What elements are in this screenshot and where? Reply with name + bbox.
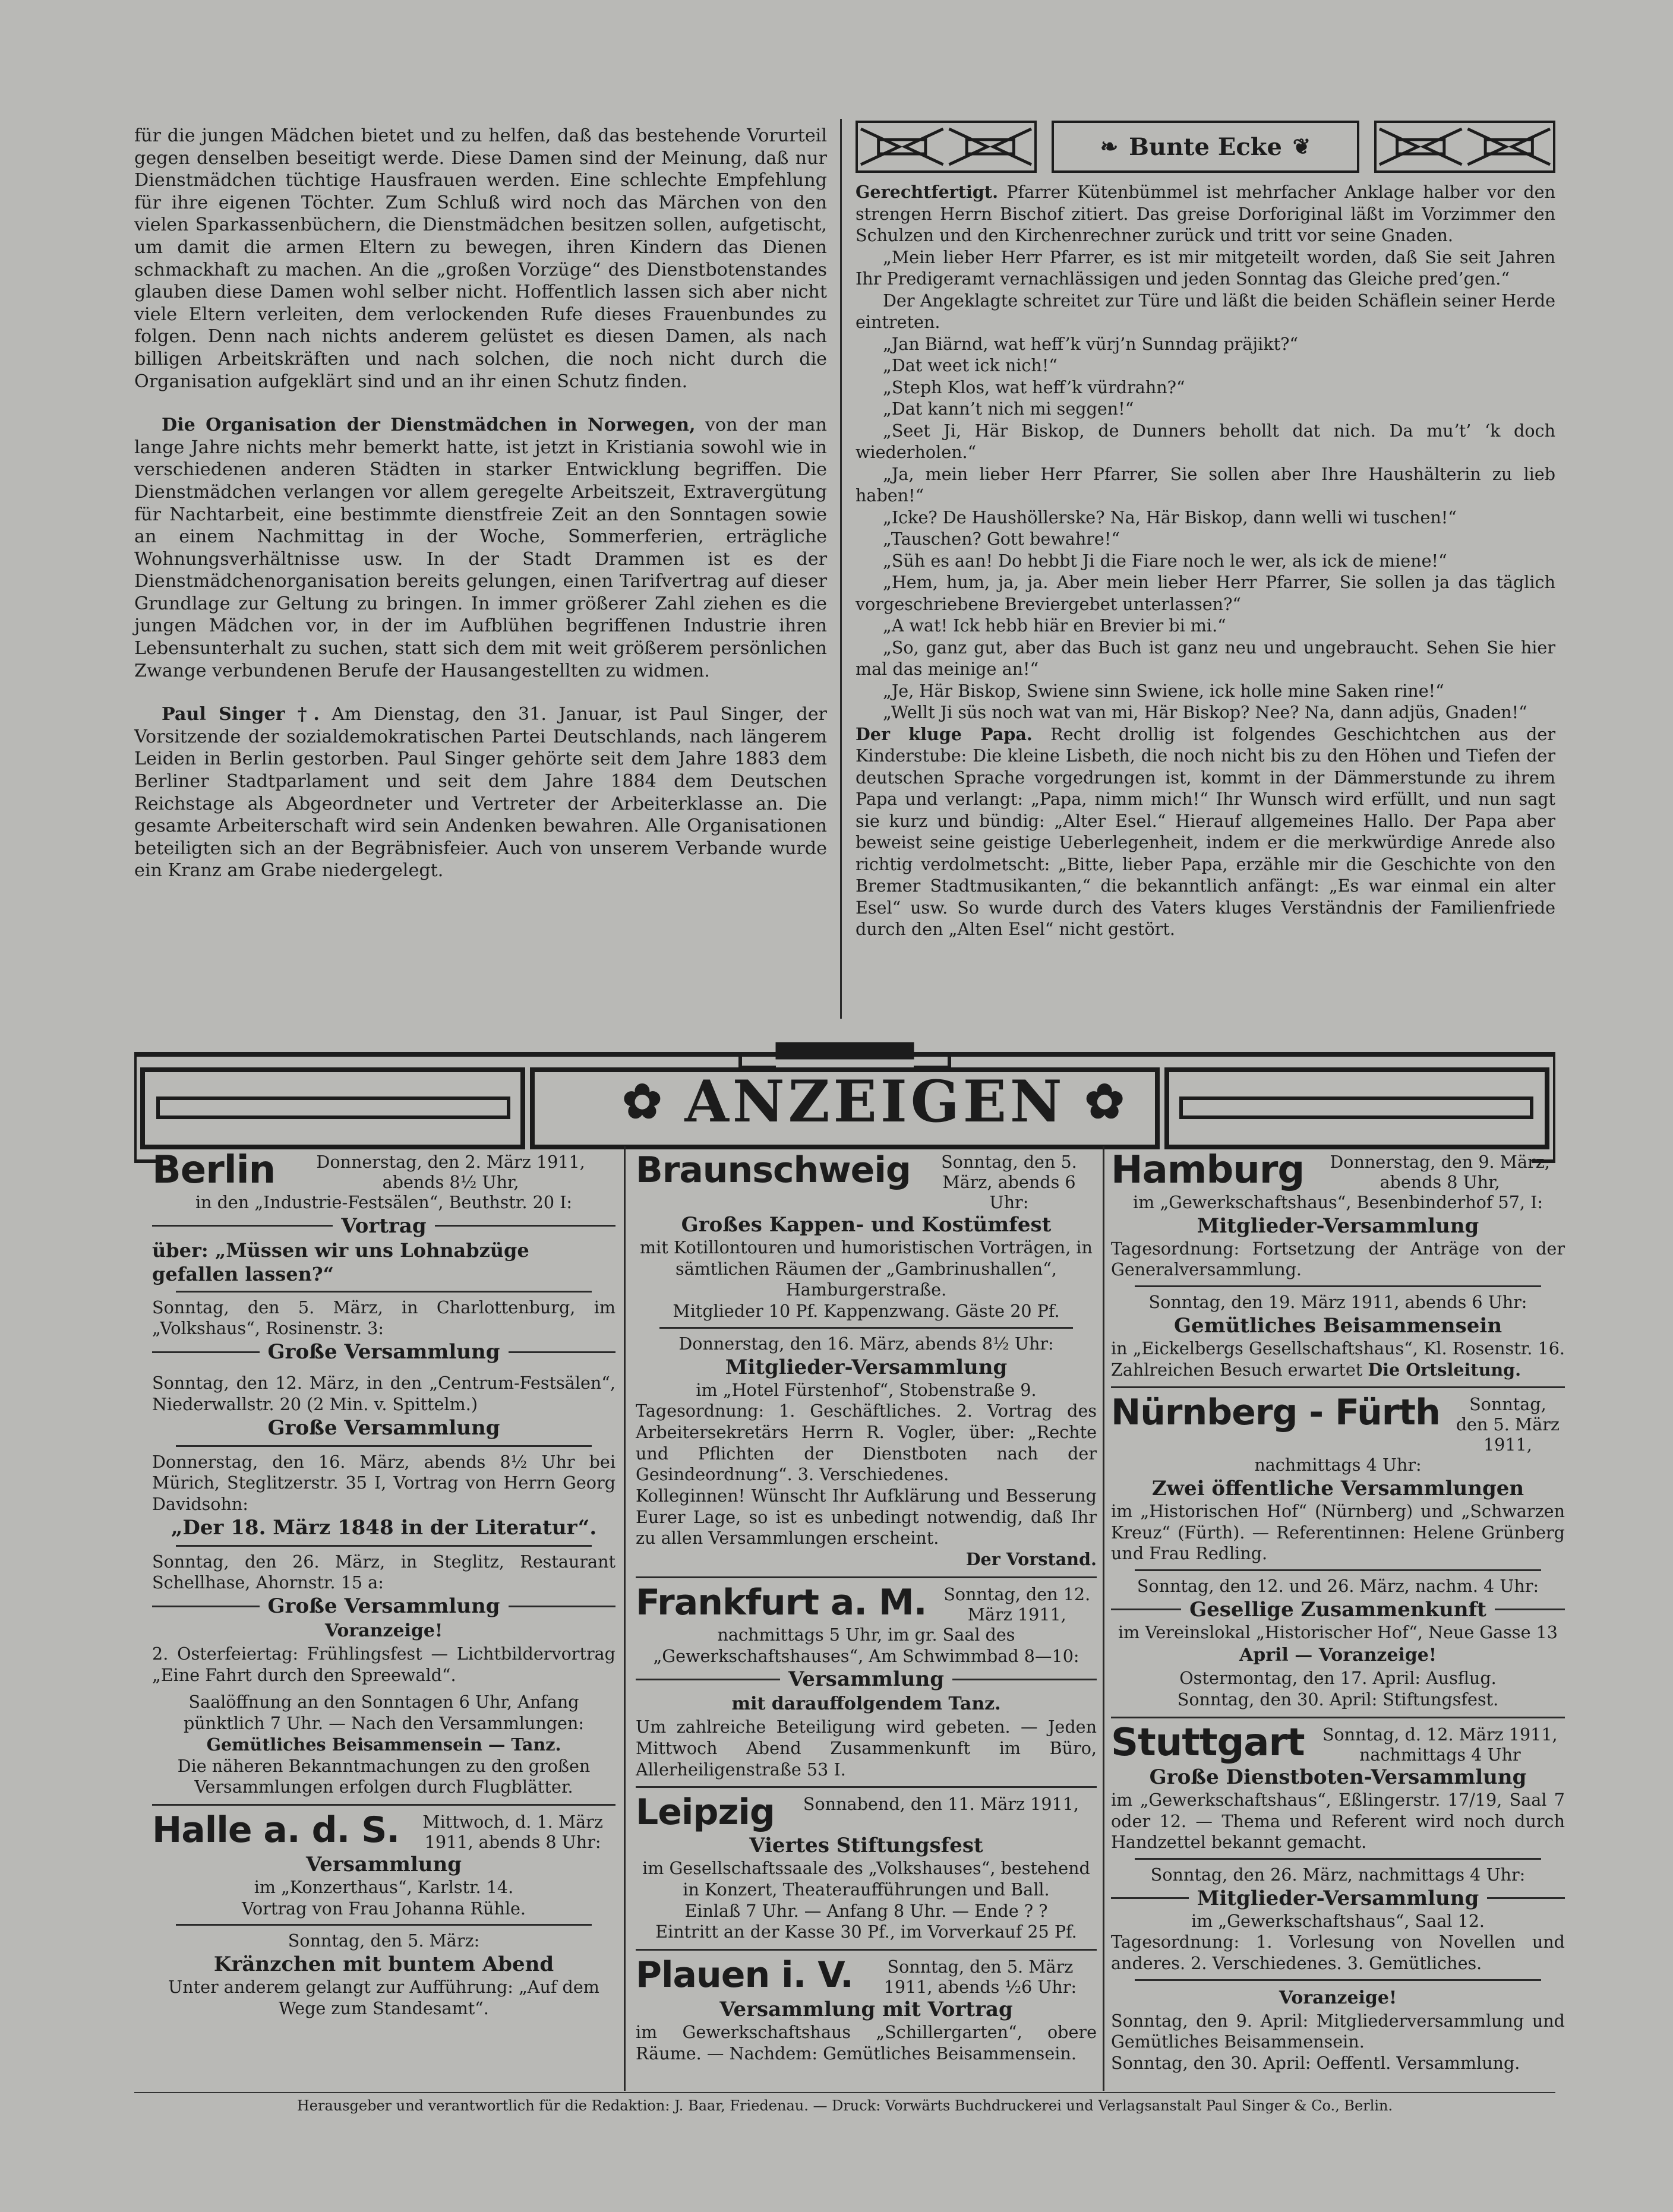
ad-heading-row: [636, 1667, 1097, 1692]
ad-text: im „Gewerkschaftshaus“, Eßlingerstr. 17/19, Saal 7 oder 12. — Thema und Referent wird noch durch Handzettel bekannt gemacht.: [1111, 1789, 1565, 1853]
ad-heading: Großes Kappen- und Kostümfest: [681, 1213, 1052, 1237]
ornament-icon: [1374, 121, 1555, 173]
ad-text: Einlaß 7 Uhr. — Anfang 8 Uhr. — Ende ? ?: [684, 1900, 1048, 1921]
footer-divider: [134, 2092, 1555, 2093]
ad-heading: Gemütliches Beisammensein: [1173, 1313, 1502, 1338]
ad-heading: Voranzeige!: [1279, 1987, 1397, 2008]
ad-text: Tagesordnung: 1. Geschäftliches. 2. Vortrag des Arbeitersekretärs Herrn R. Vogler, über: „Rechte und Pflichten der Dienstboten nach der Gesindeordnung“. 3. Verschiedenes.: [636, 1401, 1097, 1485]
ad-date: Sonntag, den 5. März 1911, abends ½6 Uhr:: [883, 1957, 1077, 1998]
ad-heading: Versammlung: [305, 1852, 462, 1876]
dialog-line: „Dat kann’t nich mi seggen!“: [883, 399, 1134, 419]
ad-city: Braunschweig: [636, 1149, 911, 1191]
story-text: Recht drollig ist folgendes Geschichtchen aus der Kinderstube: Die kleine Lisbeth, die noch nicht bis zu den Höhen und Tiefen der deutschen Sprache vorgedrungen ist, kommt in der Dämmerstunde zu ihrem Papa und verlangt: „Papa, nimm mich!“ Ihr Wunsch wird erfüllt, und nun sagt sie kurz und bündig: „Alter Esel.“ Hierauf allgemeines Hallo. Der Papa aber beweist seine geistige Ueberlegenheit, indem er die merkwürdige Anrede also richtig verdolmetscht: „Bitte, lieber Papa, erzähle mir die Geschichte von den Bremer Stadtmusikanten,“ die bekanntlich anfängt: „Es war einmal ein alter Esel“ usw. So wurde durch des Vaters kluges Verständnis der Familienfriede durch den „Alten Esel“ nicht gestört.: [856, 723, 1555, 939]
ad-nuernberg: [1111, 1386, 1565, 1711]
ad-heading: Zwei öffentliche Versammlungen: [1151, 1476, 1524, 1500]
ad-text: in den „Industrie-Festsälen“, Beuthstr. 20 I:: [195, 1192, 573, 1212]
ad-text: im „Gewerkschaftshaus“, Besenbinderhof 57, I:: [1132, 1192, 1543, 1212]
ad-heading-row: [152, 1339, 615, 1364]
dialog-line: „Hem, hum, ja, ja. Aber mein lieber Herr Pfarrer, Sie sollen ja das täglich vorgeschriebene Breviergebet unterlassen?“: [856, 572, 1555, 614]
article-heading: Die Organisation der Dienstmädchen in Norwegen,: [162, 415, 696, 436]
ad-city: Frankfurt a. M.: [636, 1581, 927, 1623]
ad-city: Halle a. d. S.: [152, 1809, 400, 1851]
flower-icon: ❦: [1292, 134, 1311, 159]
ad-text: im „Hotel Fürstenhof“, Stobenstraße 9.: [696, 1379, 1037, 1400]
ad-heading: mit darauffolgendem Tanz.: [731, 1693, 1001, 1715]
ad-text: im „Historischen Hof“ (Nürnberg) und „Schwarzen Kreuz“ (Fürth). — Referentinnen: Helene Grünberg und Frau Redling.: [1111, 1500, 1565, 1564]
article-paragraph: [134, 414, 827, 682]
ad-text: Sonntag, den 12. und 26. März, nachm. 4 Uhr:: [1137, 1576, 1539, 1597]
ad-berlin: [152, 1149, 615, 1798]
bunte-ecke-header: [856, 116, 1555, 178]
ad-text: Sonntag, den 19. März 1911, abends 6 Uhr:: [1148, 1292, 1527, 1313]
flower-icon: ❧: [1100, 134, 1119, 159]
ad-text: nachmittags 5 Uhr, im gr. Saal des „Gewerkschaftshauses“, Am Schwimmbad 8—10:: [653, 1624, 1079, 1666]
dialog-line: „Icke? De Haushöllerske? Na, Här Biskop, dann welli wi tuschen!“: [883, 507, 1457, 527]
column-divider: [840, 119, 842, 1019]
ad-hamburg: [1111, 1149, 1565, 1380]
dialog-line: „Je, Här Biskop, Swiene sinn Swiene, ick holle mine Saken rine!“: [883, 680, 1444, 701]
ad-date: Sonnabend, den 11. März 1911,: [803, 1794, 1079, 1815]
ad-heading: Große Versammlung: [267, 1340, 500, 1364]
ad-divider: [176, 1545, 592, 1547]
bunte-ecke-title: Bunte Ecke: [1129, 132, 1282, 161]
ad-text: Um zahlreiche Beteiligung wird gebeten. — Jeden Mittwoch Abend Zusammenkunft im Büro, Allerheiligenstraße 53 I.: [636, 1717, 1097, 1780]
ad-divider: [659, 1327, 1073, 1329]
ad-text: Unter anderem gelangt zur Aufführung: „Auf dem Wege zum Standesamt“.: [168, 1977, 599, 2018]
ad-heading: Mitglieder-Versammlung: [1197, 1214, 1479, 1238]
ad-column-left: [152, 1149, 615, 2019]
ad-column-middle: [636, 1149, 1097, 2065]
ad-text: Sonntag, den 30. April: Stiftungsfest.: [1177, 1689, 1499, 1710]
ad-text: Kolleginnen! Wünscht Ihr Aufklärung und Besserung Eurer Lage, so ist es unbedingt notwendig, daß Ihr zu allen Versammlungen erscheint.: [636, 1486, 1097, 1549]
ad-text: im „Gewerkschaftshaus“, Saal 12.: [1191, 1910, 1485, 1931]
ad-date: Sonntag, den 5. März 1911,: [1456, 1394, 1560, 1455]
ad-text: Eintritt an der Kasse 30 Pf., im Vorverkauf 25 Pf.: [655, 1922, 1077, 1942]
dialog-line: „A wat! Ick hebb hiär en Brevier bi mi.“: [883, 615, 1226, 636]
ad-city: Hamburg: [1111, 1148, 1305, 1192]
ad-heading: Vortrag: [341, 1214, 427, 1238]
dialog-line: „Seet Ji, Här Biskop, de Dunners behollt dat nich. Da muʼt’ ‘k doch wiederholen.“: [856, 420, 1555, 462]
ad-text: Donnerstag, den 16. März, abends 8½ Uhr:: [678, 1333, 1054, 1354]
ad-divider: [1135, 1858, 1541, 1860]
ad-text: mit Kotillontouren und humoristischen Vorträgen, in sämtlichen Räumen der „Gambrinushallen“, Hamburgerstraße.: [640, 1237, 1093, 1300]
ad-text: Sonntag, den 26. März, nachmittags 4 Uhr:: [1150, 1864, 1526, 1885]
dialog-line: „Dat weet ick nich!“: [883, 355, 1058, 375]
ad-heading: Versammlung mit Vortrag: [719, 1998, 1013, 2022]
flower-icon: ✿: [622, 1073, 666, 1129]
ad-text: 2. Osterfeiertag: Frühlingsfest — Lichtbildervortrag „Eine Fahrt durch den Spreewald“.: [152, 1644, 615, 1685]
anzeigen-title: ANZEIGEN: [684, 1067, 1066, 1135]
ad-heading: April — Voranzeige!: [1239, 1645, 1437, 1666]
ad-heading: „Der 18. März 1848 in der Literatur“.: [171, 1515, 597, 1540]
ad-divider: [176, 1445, 592, 1447]
ad-text-part: in „Eickelbergs Gesellschaftshaus“, Kl. Rosenstr. 16. Zahlreichen Besuch erwartet: [1111, 1338, 1565, 1380]
ad-date: Sonntag, d. 12. März 1911, nachmittags 4 Uhr: [1322, 1724, 1558, 1765]
story-paragraph: [856, 181, 1555, 247]
ad-date: Mittwoch, d. 1. März 1911, abends 8 Uhr:: [422, 1811, 603, 1852]
ad-date: Sonntag, den 5. März, abends 6 Uhr:: [941, 1152, 1077, 1212]
ad-heading-row: [1111, 1597, 1565, 1622]
ad-column-right: [1111, 1149, 1565, 2074]
ad-text: Sonntag, den 5. März:: [288, 1930, 480, 1951]
ad-heading-row: [1111, 1886, 1565, 1911]
ad-leipzig: [636, 1786, 1097, 1943]
ad-divider: [176, 1291, 592, 1293]
article-column-left: [134, 125, 827, 882]
ad-text: Die näheren Bekanntmachungen zu den großen Versammlungen erfolgen durch Flugblätter.: [177, 1755, 591, 1797]
ad-signature: Der Vorstand.: [965, 1549, 1097, 1570]
ad-heading: Große Versammlung: [267, 1415, 500, 1440]
dialog-line: „Wellt Ji süs noch wat van mi, Här Biskop? Nee? Na, dann adjüs, Gnaden!“: [883, 702, 1527, 722]
ad-date: Sonntag, den 12. März 1911,: [943, 1584, 1091, 1625]
ad-divider: [1135, 1285, 1541, 1287]
bunte-ecke-title-box: [1052, 121, 1359, 173]
dialog-line: „Süh es aan! Do hebbt Ji die Fiare noch le wer, als ick de miene!“: [883, 550, 1447, 571]
ad-divider: [1135, 1569, 1541, 1571]
ad-text: Sonntag, den 5. März, in Charlottenburg, im „Volkshaus“, Rosinenstr. 3:: [152, 1297, 615, 1339]
ad-text: im „Konzerthaus“, Karlstr. 14.: [254, 1876, 514, 1897]
ad-city: Stuttgart: [1111, 1720, 1305, 1765]
dialog-line: „Tauschen? Gott bewahre!“: [883, 529, 1120, 549]
story-paragraph: [856, 723, 1555, 940]
ad-halle: [152, 1804, 615, 2020]
ad-text: im Gewerkschaftshaus „Schillergarten“, obere Räume. — Nachdem: Gemütliches Beisammensein.: [636, 2022, 1097, 2064]
ad-text: Sonntag, den 9. April: Mitgliederversammlung und Gemütliches Beisammensein.: [1111, 2010, 1565, 2052]
ad-text: Donnerstag, den 16. März, abends 8½ Uhr bei Mürich, Steglitzerstr. 35 I, Vortrag von Herrn Georg Davidsohn:: [152, 1451, 615, 1514]
ad-text: Sonntag, den 30. April: Oeffentl. Versammlung.: [1111, 2053, 1520, 2074]
ad-heading: Voranzeige!: [324, 1620, 443, 1642]
ad-heading: Versammlung: [788, 1667, 945, 1692]
ad-text: Sonntag, den 12. März, in den „Centrum-Festsälen“, Niederwallstr. 20 (2 Min. v. Spittelm.): [152, 1373, 615, 1414]
ad-heading: über: „Müssen wir uns Lohnabzüge gefallen lassen?“: [152, 1238, 529, 1285]
article-heading: Paul Singer †.: [162, 704, 320, 725]
anzeigen-title-box: [531, 1066, 1220, 1136]
ad-heading: Mitglieder-Versammlung: [725, 1355, 1008, 1379]
ad-heading: Gesellige Zusammenkunft: [1189, 1597, 1486, 1622]
ad-date: Donnerstag, den 2. März 1911, abends 8½ Uhr,: [316, 1152, 585, 1192]
ad-text: [1111, 1338, 1565, 1380]
ad-frankfurt: [636, 1576, 1097, 1781]
bunte-ecke-column: [856, 181, 1555, 940]
ad-text: Mitglieder 10 Pf. Kappenzwang. Gäste 20 Pf.: [673, 1301, 1060, 1322]
story-heading: Der kluge Papa.: [856, 723, 1033, 744]
ad-city: Leipzig: [636, 1791, 775, 1834]
ad-column-divider: [624, 1146, 626, 2091]
ad-text: Tagesordnung: 1. Vorlesung von Novellen und anderes. 2. Verschiedenes. 3. Gemütliches.: [1111, 1932, 1565, 1974]
ad-city: Berlin: [152, 1148, 276, 1192]
ad-text: Ostermontag, den 17. April: Ausflug.: [1179, 1668, 1497, 1689]
ad-braunschweig: [636, 1149, 1097, 1570]
story-text: Pfarrer Kütenbümmel ist mehrfacher Anklage halber vor den strengen Herrn Bischof zitiert. Das greise Dorforiginal läßt im Vorzimmer den Schulzen und den Kirchenrechner zurück und tritt vor seine Gnaden.: [856, 182, 1555, 245]
ad-text: nachmittags 4 Uhr:: [1254, 1455, 1422, 1475]
imprint-footer: Herausgeber und verantwortlich für die Redaktion: J. Baar, Friedenau. — Druck: Vorwärts Buchdruckerei und Verlagsanstalt Paul Singer & Co., Berlin.: [296, 2097, 1393, 2114]
article-paragraph: [134, 703, 827, 882]
ad-city: Nürnberg - Fürth: [1111, 1392, 1440, 1434]
ad-divider: [1135, 1979, 1541, 1981]
ad-heading: Große Dienstboten-Versammlung: [1149, 1765, 1527, 1789]
ad-text: im Vereinslokal „Historischer Hof“, Neue Gasse 13: [1118, 1622, 1558, 1642]
ad-divider: [176, 1924, 592, 1926]
dialog-line: „Ja, mein lieber Herr Pfarrer, Sie sollen aber Ihre Haushälterin zu lieb haben!“: [856, 463, 1555, 505]
flower-icon: ✿: [1084, 1073, 1128, 1129]
article-text: Am Dienstag, den 31. Januar, ist Paul Singer, der Vorsitzende der sozialdemokratischen Partei Deutschlands, nach längerem Leiden in Berlin gestorben. Paul Singer gehörte seit dem Jahre 1883 dem Berliner Stadtparlament und seit dem Jahre 1884 dem Deutschen Reichstage als Abgeordneter und Vertreter der Arbeiterklasse an. Die gesamte Arbeiterschaft wird sein Andenken bewahren. Alle Organisationen beteiligten sich an der Begräbnisfeier. Auch von unserem Verbande wurde ein Kranz am Grabe niedergelegt.: [134, 704, 827, 881]
ad-text: Tagesordnung: Fortsetzung der Anträge von der Generalversammlung.: [1111, 1238, 1565, 1280]
ad-text: Saalöffnung an den Sonntagen 6 Uhr, Anfang pünktlich 7 Uhr. — Nach den Versammlungen:: [183, 1692, 585, 1734]
article-text: von der man lange Jahre nichts mehr bemerkt hatte, ist jetzt in Kristiania sowohl wie in verschiedenen anderen Städten in starker Entwicklung begriffen. Die Dienstmädchen verlangen vor allem geregelte Arbeitszeit, Extravergütung für Nachtarbeit, eine bestimmte dienstfreie Zeit an den Sonntagen sowie an einem Nachmittag in der Woche, Sommerferien, erträgliche Wohnungsverhältnisse usw. In der Stadt Drammen ist es der Dienstmädchenorganisation bereits gelungen, einen Tarifvertrag auf dieser Grundlage zur Geltung zu bringen. In immer größerer Zahl ziehen es die jungen Mädchen vor, in der im Aufblühen begriffenen Industrie ihren Lebensunterhalt zu suchen, statt sich dem mit weit größerem persönlichen Zwange verbundenen Berufe der Hausangestellten zu widmen.: [134, 415, 827, 681]
ad-heading: Kränzchen mit buntem Abend: [213, 1952, 554, 1977]
ad-plauen: [636, 1949, 1097, 2064]
ad-heading-row: [152, 1214, 615, 1238]
ad-text: Vortrag von Frau Johanna Rühle.: [241, 1898, 526, 1919]
ad-heading: Mitglieder-Versammlung: [1197, 1886, 1479, 1910]
ad-column-divider: [1103, 1146, 1104, 2091]
ad-text: Gemütliches Beisammensein — Tanz.: [206, 1734, 561, 1755]
ad-text: Sonntag, den 26. März, in Steglitz, Restaurant Schellhase, Ahornstr. 15 a:: [152, 1551, 615, 1593]
ad-stuttgart: [1111, 1717, 1565, 2074]
ad-heading: Große Versammlung: [267, 1594, 500, 1619]
article-paragraph: für die jungen Mädchen bietet und zu helfen, daß das bestehende Vorurteil gegen denselben beseitigt werde. Diese Damen sind der Meinung, daß nur Dienstmädchen tüchtige Hausfrauen werden. Eine schlechte Empfehlung für ihre eigenen Töchter. Zum Schluß wird noch das Märchen von den vielen Sparkassenbüchern, die Dienstmädchen besitzen sollen, aufgetischt, um damit die armen Eltern zu bewegen, ihren Kindern das Dienen schmackhaft zu machen. An die „großen Vorzüge“ des Dienstbotenstandes glauben diese Damen wohl selber nicht. Hoffentlich lassen sich aber nicht viele Eltern verleiten, dem verlockenden Rufe dieses Frauenbundes zu folgen. Denn nach nichts anderem gelüstet es diesen Damen, als nach billigen Arbeitskräften und nach solchen, die noch nicht durch die Organisation aufgeklärt sind und an ihr einen Schutz finden.: [134, 125, 827, 392]
ad-text: im Gesellschaftssaale des „Volkshauses“, bestehend in Konzert, Theateraufführungen und Ball.: [642, 1858, 1090, 1900]
ad-city: Plauen i. V.: [636, 1954, 853, 1996]
ad-signature: Die Ortsleitung.: [1368, 1359, 1522, 1380]
story-heading: Gerechtfertigt.: [856, 182, 999, 202]
dialog-line: Der Angeklagte schreitet zur Türe und läßt die beiden Schäflein seiner Herde eintreten.: [856, 290, 1555, 332]
ad-heading-row: [152, 1594, 615, 1619]
ad-heading: Viertes Stiftungsfest: [749, 1834, 983, 1858]
ad-date: Donnerstag, den 9. März, abends 8 Uhr,: [1330, 1152, 1550, 1192]
dialog-line: „Steph Klos, wat heff’k vürdrahn?“: [883, 377, 1185, 397]
dialog-line: „Jan Biärnd, wat heff’k vürj’n Sunndag präjikt?“: [883, 333, 1299, 354]
dialog-line: „So, ganz gut, aber das Buch ist ganz neu und ungebraucht. Sehen Sie hier mal das meinige an!“: [856, 637, 1555, 679]
ornament-icon: [856, 121, 1037, 173]
dialog-line: „Mein lieber Herr Pfarrer, es ist mir mitgeteilt worden, daß Sie seit Jahren Ihr Predigeramt vernachlässigen und jeden Sonntag das Gleiche pred’gen.“: [856, 247, 1555, 289]
